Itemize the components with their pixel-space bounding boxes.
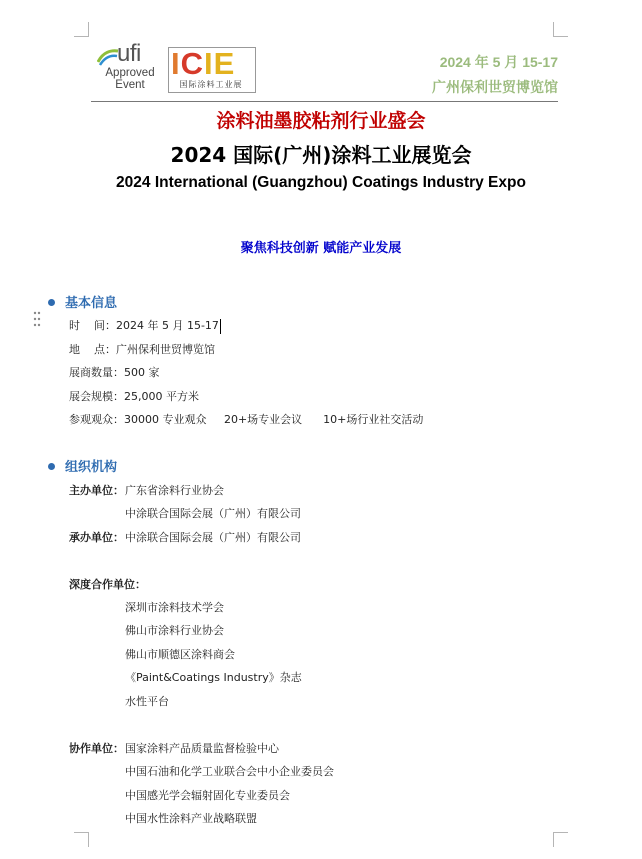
- deep-coop-item: 水性平台: [125, 695, 169, 708]
- header-venue: 广州保利世贸博览馆: [432, 80, 558, 96]
- theme-line: 聚焦科技创新 赋能产业发展: [240, 241, 402, 256]
- info-row-visitors: 参观观众：30000 专业观众 20+场专业会议 10+场行业社交活动: [69, 413, 424, 426]
- deep-coop-item: 《Paint&Coatings Industry》杂志: [125, 671, 302, 684]
- undertaker-label: 承办单位：: [69, 531, 124, 544]
- ufi-approved-text: Approved: [105, 67, 155, 79]
- assist-item: 中国石油和化学工业联合会中小企业委员会: [125, 765, 334, 778]
- assist-item: 中国感光学会辐射固化专业委员会: [125, 789, 290, 802]
- cie-logo: [168, 47, 256, 93]
- bullet-icon: [48, 299, 55, 306]
- drag-handle-icon[interactable]: [33, 311, 41, 327]
- host-label: 主办单位：: [69, 484, 124, 497]
- cie-logo-subtitle: 国际涂料工业展: [179, 80, 243, 89]
- text-cursor: [220, 319, 221, 334]
- title-english: 2024 International (Guangzhou) Coatings Industry Expo: [116, 174, 526, 191]
- undertaker-item: 中涂联合国际会展（广州）有限公司: [125, 531, 301, 544]
- ufi-wordmark: ufi: [117, 40, 141, 67]
- host-item: 中涂联合国际会展（广州）有限公司: [125, 507, 301, 520]
- assist-item: 国家涂料产品质量监督检验中心: [125, 742, 279, 755]
- ufi-swoosh-icon: [97, 48, 119, 66]
- info-row-venue: 地 点：广州保利世贸博览馆: [69, 343, 215, 356]
- deep-coop-label: 深度合作单位：: [69, 578, 146, 591]
- crop-mark-bottom-right: [553, 832, 568, 847]
- bullet-icon: [48, 463, 55, 470]
- assist-item: 中国水性涂料产业战略联盟: [125, 812, 257, 825]
- title-chinese: 2024 国际(广州)涂料工业展览会: [170, 143, 472, 167]
- cie-letter-c: C: [180, 46, 205, 81]
- cie-letters: [171, 47, 235, 81]
- assist-label: 协作单位：: [69, 742, 124, 755]
- crop-mark-bottom-left: [74, 832, 89, 847]
- deep-coop-item: 深圳市涂料技术学会: [125, 601, 224, 614]
- crop-mark-top-left: [74, 22, 89, 37]
- ufi-approved-event-logo: [97, 42, 163, 94]
- info-row-text: 时 间：2024 年 5 月 15-17: [69, 319, 219, 332]
- section-heading: 组织机构: [65, 460, 118, 475]
- deep-coop-item: 佛山市涂料行业协会: [125, 624, 224, 637]
- deep-coop-item: 佛山市顺德区涂料商会: [125, 648, 235, 661]
- info-row-scale: 展会规模：25,000 平方米: [69, 390, 199, 403]
- header-date: 2024 年 5 月 15-17: [439, 54, 558, 70]
- info-row-time[interactable]: [69, 317, 221, 334]
- cie-letter-ie: IE: [204, 46, 236, 81]
- section-organizers: [48, 456, 117, 475]
- cie-letter-i: I: [171, 46, 181, 81]
- host-item: 广东省涂料行业协会: [125, 484, 224, 497]
- header-divider: [91, 101, 558, 102]
- section-heading: 基本信息: [65, 296, 118, 311]
- info-row-exhibitors: 展商数量：500 家: [69, 366, 160, 379]
- ufi-event-text: Event: [115, 79, 145, 91]
- section-basic-info: [48, 292, 117, 311]
- slogan: 涂料油墨胶粘剂行业盛会: [216, 110, 426, 132]
- crop-mark-top-right: [553, 22, 568, 37]
